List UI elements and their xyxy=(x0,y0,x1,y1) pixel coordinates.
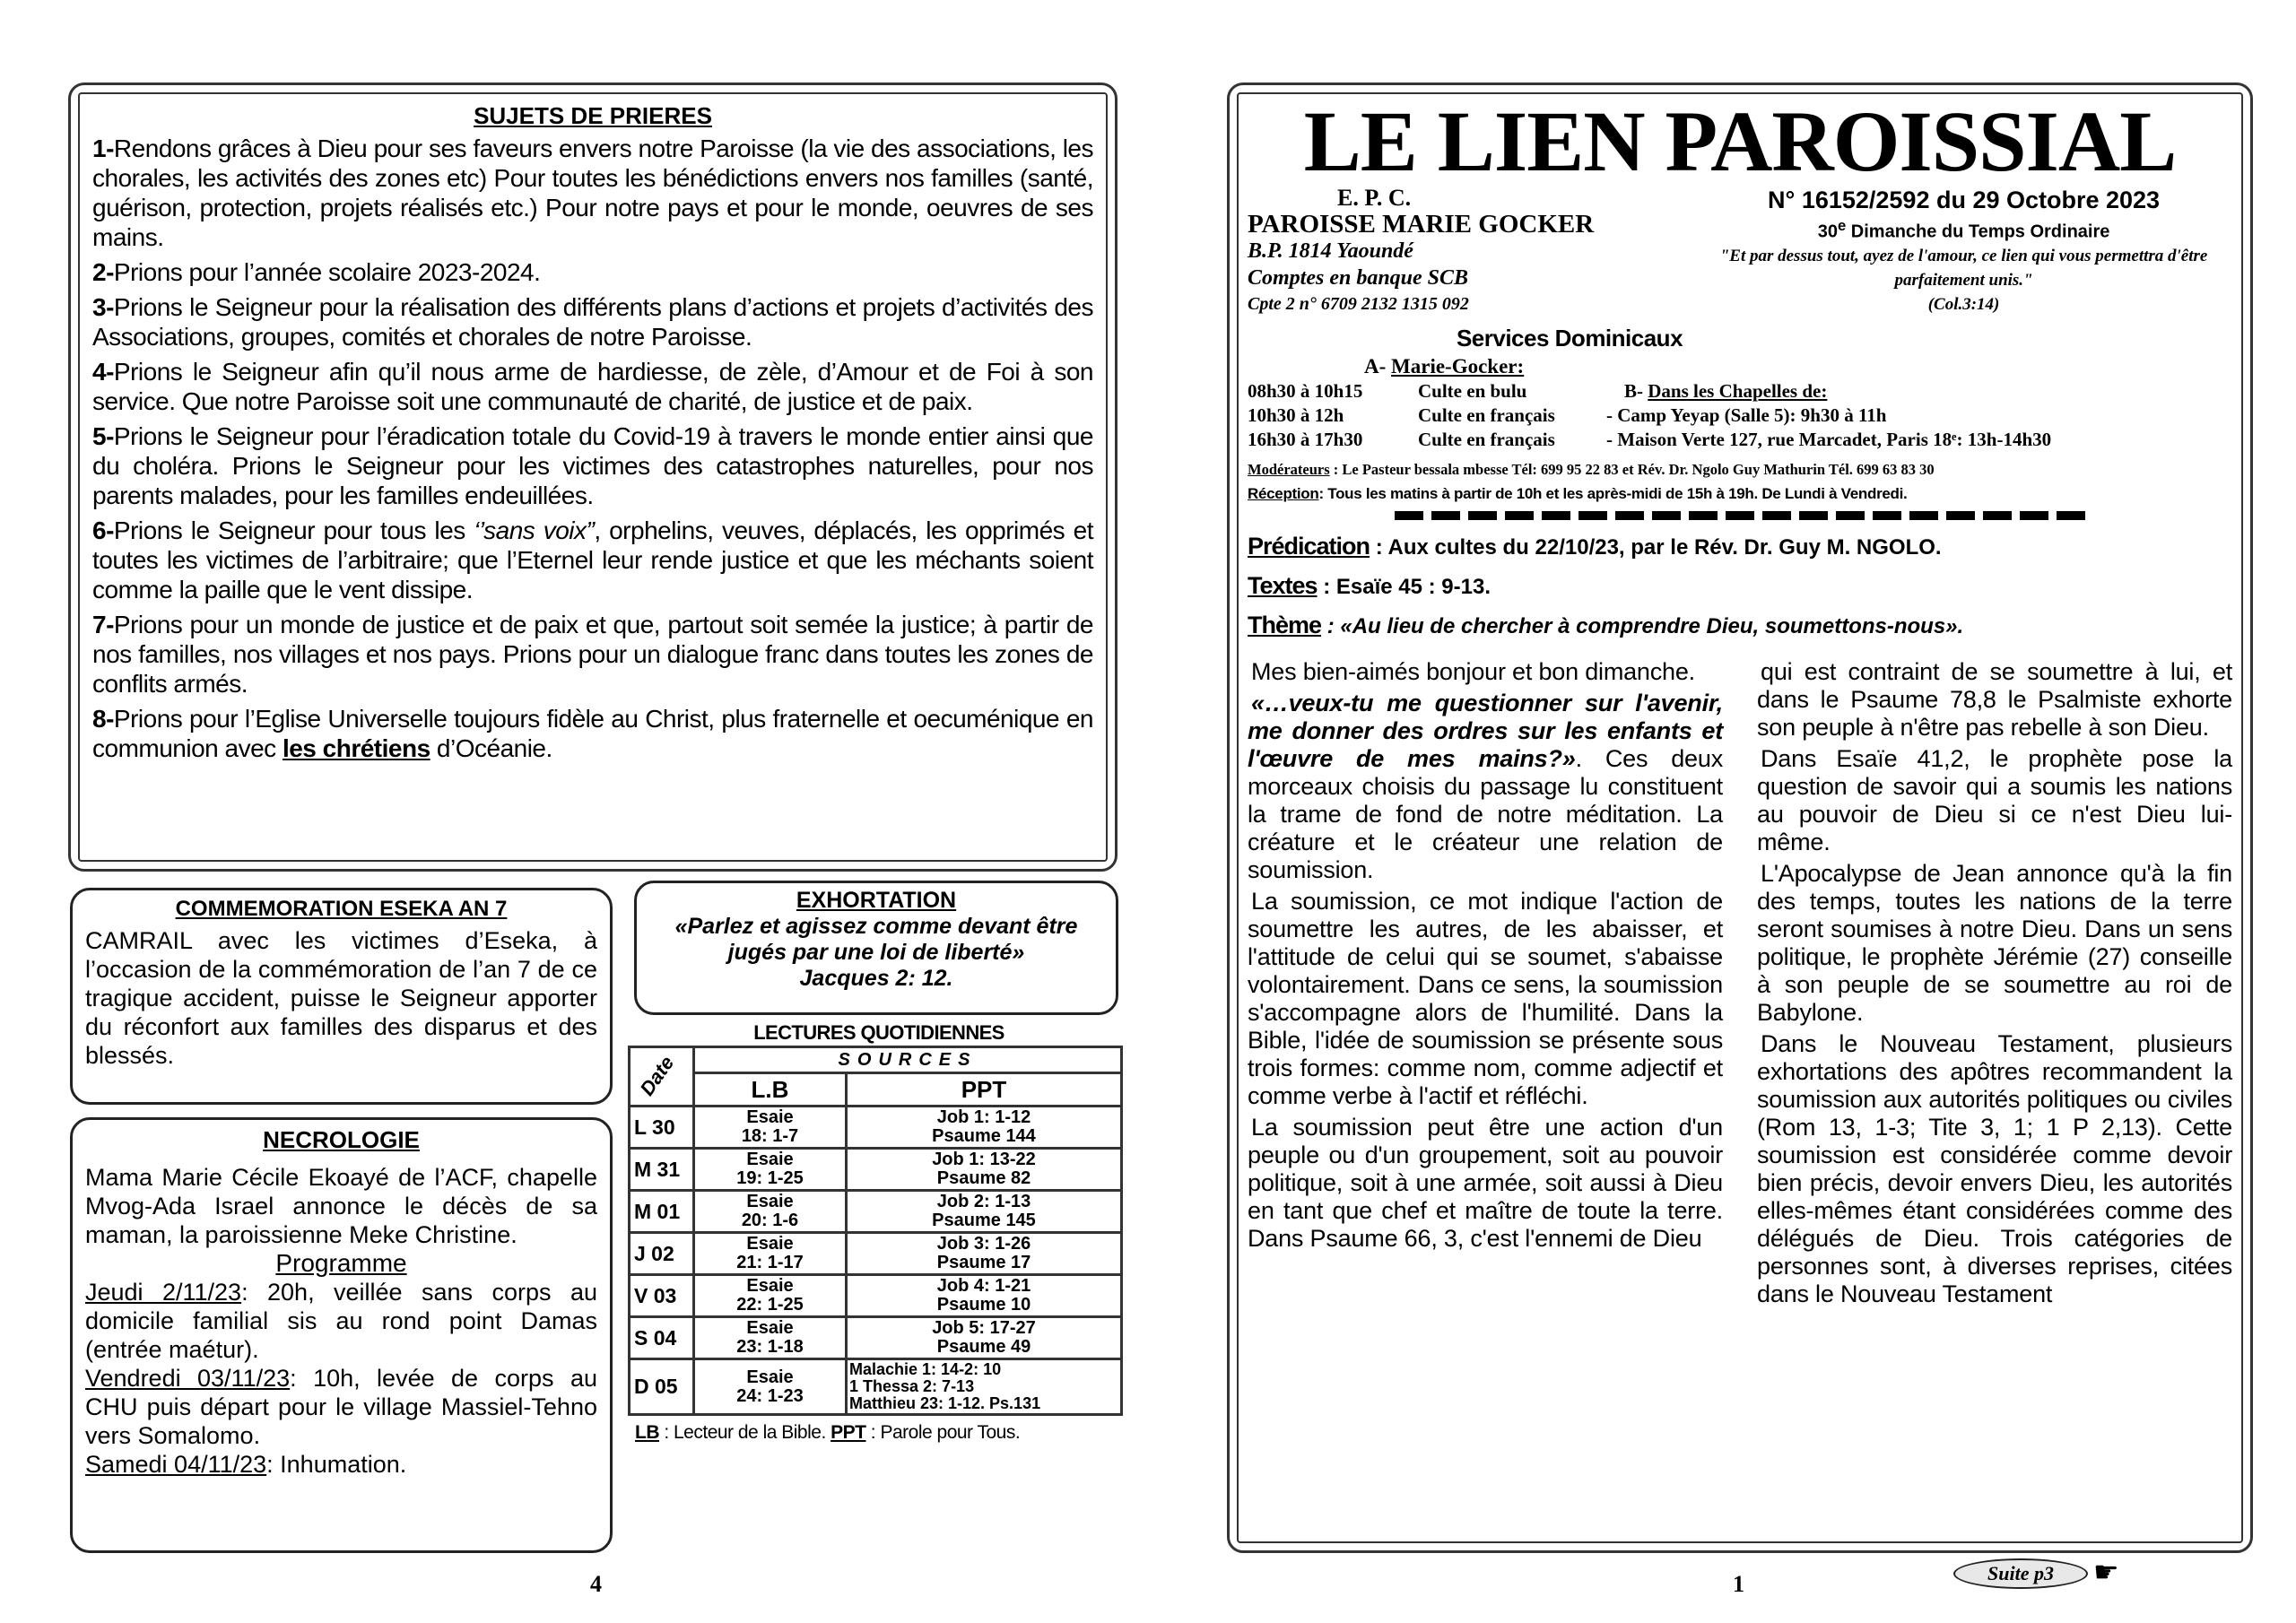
reading-ppt-line: Job 4: 1-21 xyxy=(936,1276,1031,1296)
reading-ppt xyxy=(847,1359,1122,1415)
article-paragraph xyxy=(1757,745,2232,856)
pointing-hand-icon: ☛ xyxy=(2093,1556,2119,1588)
reading-ppt xyxy=(847,1317,1122,1359)
prayer-item xyxy=(92,134,1093,252)
reading-lb-line: Esaie xyxy=(746,1367,794,1387)
reading-lb xyxy=(694,1359,847,1415)
article-paragraph xyxy=(1248,1114,1723,1253)
reading-lb xyxy=(694,1275,847,1317)
paragraph-text: . Ces deux morceaux choisis du passage lu constituent la trame de fond de notre méditation. La créature et le créateur une relation de soumission. xyxy=(1248,745,1723,883)
reading-lb-line: 21: 1-17 xyxy=(736,1253,804,1272)
sunday-text: Dimanche du Temps Ordinaire xyxy=(1846,221,2110,242)
moderators-label: Modérateurs xyxy=(1248,461,1330,478)
reading-lb-line: 22: 1-25 xyxy=(736,1295,804,1315)
prayer-text: Prions le Seigneur pour l’éradication totale du Covid-19 à travers le monde entier ainsi que du choléra. Prions le Seigneur pour les victimes des catastrophes naturelles, pour nos parents malades, pour les familles endeuillées. xyxy=(92,422,1093,509)
exhortation-reference: Jacques 2: 12. xyxy=(799,966,953,991)
prayer-item xyxy=(92,516,1093,604)
services-title: Services Dominicaux xyxy=(1456,325,1683,352)
reading-lb-line: 23: 1-18 xyxy=(736,1337,804,1357)
services-b-prefix: B- xyxy=(1624,380,1648,402)
legend-ppt-text: : Parole pour Tous. xyxy=(865,1422,1021,1443)
paragraph-text: Mes bien-aimés bonjour et bon dimanche. xyxy=(1251,658,1695,685)
theme-label: Thème xyxy=(1248,612,1322,638)
reading-ppt-line: Psaume 10 xyxy=(936,1295,1031,1315)
programme-date: Samedi 04/11/23 xyxy=(85,1451,267,1478)
table-header-row xyxy=(630,1073,1122,1107)
reading-day: M 01 xyxy=(630,1191,694,1233)
ppt-header: PPT xyxy=(847,1073,1122,1107)
church-bank: Comptes en banque SCB xyxy=(1248,266,1469,290)
exhortation-box xyxy=(634,881,1118,1015)
reading-day: S 04 xyxy=(630,1317,694,1359)
reading-day: M 31 xyxy=(630,1149,694,1191)
necrologie-text: Mama Marie Cécile Ekoayé de l’ACF, chapelle Mvog-Ada Israel annonce le décès de sa maman, la paroissienne Meke Christine. xyxy=(85,1164,597,1248)
reading-ppt-line: Job 5: 17-27 xyxy=(932,1318,1036,1338)
reading-lb xyxy=(694,1107,847,1149)
reading-ppt-line: Matthieu 23: 1-12. Ps.131 xyxy=(849,1394,1041,1412)
predication-text: : Aux cultes du 22/10/23, par le Rév. Dr. Guy M. NGOLO. xyxy=(1370,535,1942,560)
legend-lb-abbr: LB xyxy=(635,1422,659,1443)
reading-lb-line: Esaie xyxy=(746,1192,794,1211)
prayers-box xyxy=(68,82,1118,872)
reading-lb xyxy=(694,1233,847,1275)
page-number-right: 1 xyxy=(1733,1571,1744,1597)
reading-ppt xyxy=(847,1149,1122,1191)
service-label: Culte en français xyxy=(1418,429,1555,450)
prayer-text: Prions pour l’année scolaire 2023-2024. xyxy=(113,258,541,286)
legend-ppt-abbr: PPT xyxy=(831,1422,866,1443)
reading-lb-line: 19: 1-25 xyxy=(736,1168,804,1188)
paragraph-quote: «…veux-tu me questionner sur l'avenir, me donner des ordres sur les enfants et l'œuvre de mes mains?» xyxy=(1248,690,1723,772)
paragraph-text: Dans Esaïe 41,2, le prophète pose la question de savoir qui a soumis les nations au pouvoir de Dieu si ce n'est Dieu lui-même. xyxy=(1757,745,2232,855)
reading-day: V 03 xyxy=(630,1275,694,1317)
textes-label: Textes xyxy=(1248,572,1318,599)
prayer-text: Prions le Seigneur pour la réalisation des différents plans d’actions et projets d’activités des Associations, groupes, comités et chorales de notre Paroisse. xyxy=(92,293,1093,351)
front-page-inner xyxy=(1237,92,2243,1543)
table-row xyxy=(630,1107,1122,1149)
prayer-item xyxy=(92,610,1093,699)
prayer-number: 5- xyxy=(92,422,114,450)
moderators xyxy=(1248,457,2232,482)
masthead-title: LE LIEN PAROISSIAL xyxy=(1303,93,2177,189)
sunday-num: 30 xyxy=(1817,221,1838,242)
exhortation-title: EXHORTATION xyxy=(796,888,957,913)
reading-ppt xyxy=(847,1107,1122,1149)
reading-day: J 02 xyxy=(630,1233,694,1275)
commemoration-box xyxy=(70,888,613,1105)
reading-ppt-line: Psaume 145 xyxy=(932,1211,1036,1230)
prayer-number: 6- xyxy=(92,516,114,544)
prayer-number: 1- xyxy=(92,135,114,162)
reading-lb-line: Esaie xyxy=(746,1276,794,1296)
theme-text: : «Au lieu de chercher à comprendre Dieu, soumettons-nous». xyxy=(1321,614,1964,638)
reading-ppt xyxy=(847,1275,1122,1317)
paragraph-text: L'Apocalypse de Jean annonce qu'à la fin des temps, toutes les nations de la terre seront soumises à notre Dieu. Dans un sens politique, le prophète Jérémie (27) conseille à son peuple de se soumettre au roi de Babylone. xyxy=(1757,860,2232,1026)
reading-ppt xyxy=(847,1233,1122,1275)
reading-lb-line: Esaie xyxy=(746,1234,794,1254)
service-row xyxy=(1248,379,2232,404)
date-header xyxy=(630,1047,694,1107)
reading-lb xyxy=(694,1149,847,1191)
lb-header: L.B xyxy=(694,1073,847,1107)
service-label: Culte en bulu xyxy=(1418,380,1527,402)
prayer-text: , orphelins, veuves, déplacés, les opprimés et toutes les victimes de l’arbitraire; que l’Eternel leur rende justice et que les méchants soient comme la paille que le vent dissipe. xyxy=(92,516,1093,603)
prayer-text: Prions pour l’Eglise Universelle toujours fidèle au Christ, plus fraternelle et oecuménique en communion avec xyxy=(92,705,1093,762)
commemoration-text: CAMRAIL avec les victimes d’Eseka, à l’occasion de la commémoration de l’an 7 de ce tragique accident, puisse le Seigneur apporter du réconfort aux familles des disparus et des blessés. xyxy=(85,927,597,1069)
prayer-text: Prions le Seigneur pour tous les xyxy=(113,516,474,544)
reading-ppt-line: 1 Thessa 2: 7-13 xyxy=(849,1377,975,1395)
prayer-item xyxy=(92,292,1093,352)
reading-lb-line: Esaie xyxy=(746,1150,794,1169)
prayers-title: SUJETS DE PRIERES xyxy=(474,102,712,129)
article-column-1 xyxy=(1248,658,1723,1312)
front-page-box xyxy=(1227,82,2253,1553)
services-b-heading xyxy=(1606,379,2232,404)
reading-ppt-line: Job 1: 13-22 xyxy=(932,1150,1036,1169)
sunday-sup: e xyxy=(1837,217,1847,234)
lectures-body xyxy=(630,1107,1122,1415)
reading-ppt-line: Psaume 82 xyxy=(936,1168,1031,1188)
issue-info xyxy=(1695,186,2232,317)
reception-text: : Tous les matins à partir de 10h et les après-midi de 15h à 19h. De Lundi à Vendredi. xyxy=(1318,485,1908,502)
necrologie-box xyxy=(70,1117,613,1553)
reading-lb-line: 24: 1-23 xyxy=(736,1385,804,1406)
article-paragraph xyxy=(1248,658,1723,686)
reading-ppt-line: Job 1: 1-12 xyxy=(936,1107,1031,1127)
service-time: 08h30 à 10h15 xyxy=(1248,380,1363,402)
lectures-table xyxy=(628,1046,1123,1416)
prayer-number: 7- xyxy=(92,611,114,638)
church-bp: B.P. 1814 Yaoundé xyxy=(1248,239,1413,263)
service-row xyxy=(1248,404,2232,428)
prayer-item xyxy=(92,257,1093,287)
prayer-number: 4- xyxy=(92,358,114,386)
issue-verse: "Et par dessus tout, ayez de l'amour, ce lien qui vous permettra d'être parfaitement unis." xyxy=(1719,246,2208,290)
services-a-title: Marie-Gocker: xyxy=(1391,355,1525,378)
reading-ppt-line: Psaume 144 xyxy=(932,1126,1036,1146)
programme-item xyxy=(85,1450,597,1479)
services-a-prefix: A- xyxy=(1364,355,1392,378)
prayer-text: Rendons grâces à Dieu pour ses faveurs envers notre Paroisse (la vie des associations, les chorales, les activités des zones etc) Pour toutes les bénédictions envers nos familles (santé, guérison, protection, projets réalisés etc.) Pour notre pays et pour le monde, oeuvres de ses mains. xyxy=(92,135,1093,251)
predication-label: Prédication xyxy=(1248,533,1370,560)
commemoration-title: COMMEMORATION ESEKA AN 7 xyxy=(175,897,508,921)
paragraph-text: Dans le Nouveau Testament, plusieurs exhortations des apôtres recommandent la soumission aux autorités politiques ou civiles (Rom 13, 1-3; Tite 3, 1; 1 P 2,13). Cette soumission est considérée comme devoir bien précis, devoir envers Dieu, les autorités elles-mêmes étant considérées comme des délégués de Dieu. Trois catégories de personnes sont, à diverses reprises, citées dans le Nouveau Testament xyxy=(1757,1030,2232,1307)
moderators-text: : Le Pasteur bessala mbesse Tél: 699 95 22 83 et Rév. Dr. Ngolo Guy Mathurin Tél. 699 63 83 30 xyxy=(1329,461,1935,478)
lectures-section xyxy=(628,1020,1130,1445)
article-paragraph xyxy=(1757,860,2232,1027)
table-header-row xyxy=(630,1047,1122,1073)
table-row xyxy=(630,1359,1122,1415)
date-header-label: Date xyxy=(635,1052,679,1100)
programme-item xyxy=(85,1364,597,1450)
programme-text: : 20h, veillée sans corps au domicile familial sis au rond point Damas (entrée maétur). xyxy=(85,1279,597,1363)
prayer-number: 3- xyxy=(92,293,114,321)
programme-item xyxy=(85,1278,597,1364)
service-row xyxy=(1248,428,2232,452)
table-row xyxy=(630,1149,1122,1191)
reading-lb-line: 20: 1-6 xyxy=(741,1211,799,1230)
prayer-text-bold: les chrétiens xyxy=(282,734,430,762)
reading-ppt-line: Psaume 49 xyxy=(936,1337,1031,1357)
article-paragraph xyxy=(1757,1030,2232,1308)
reading-lb-line: Esaie xyxy=(746,1318,794,1338)
necrologie-title: NECROLOGIE xyxy=(263,1126,420,1153)
sermon-info xyxy=(1248,527,2232,646)
prayer-item xyxy=(92,421,1093,510)
textes-text: : Esaïe 45 : 9-13. xyxy=(1317,575,1491,599)
paragraph-text: La soumission peut être une action d'un peuple ou d'un groupement, soit au pouvoir politique, soit à une armée, soit aussi à Dieu en tant que chef et maître de toute la terre. Dans Psaume 66, 3, c'est l'ennemi de Dieu xyxy=(1248,1114,1723,1252)
table-row xyxy=(630,1317,1122,1359)
prayer-text: d’Océanie. xyxy=(430,734,552,762)
programme-date: Jeudi 2/11/23 xyxy=(85,1279,242,1306)
article-paragraph xyxy=(1248,690,1723,884)
programme-text: : Inhumation. xyxy=(266,1451,407,1478)
article-columns xyxy=(1248,658,2232,1312)
paragraph-text: La soumission, ce mot indique l'action de soumettre les autres, de les abaisser, et l'attitude de celui qui se soumet, s'abaisse volontairement. Dans ce sens, la soumission s'accompagne alors de l'humilité. Dans la Bible, l'idée de soumission se présente sous trois formes: comme nom, comme adjectif et comme verbe à l'actif et réfléchi. xyxy=(1248,888,1723,1109)
prayers-inner xyxy=(78,92,1108,862)
prayer-item xyxy=(92,704,1093,763)
textes-line xyxy=(1248,567,2232,606)
issue-sunday xyxy=(1695,214,2232,244)
exhortation-quote: «Parlez et agissez comme devant être jugés par une loi de liberté» xyxy=(674,914,1078,965)
reading-ppt-line: Job 3: 1-26 xyxy=(936,1234,1031,1254)
legend-lb-text: : Lecteur de la Bible. xyxy=(659,1422,831,1443)
prayer-number: 8- xyxy=(92,705,114,733)
prayer-number: 2- xyxy=(92,258,114,286)
article-column-2 xyxy=(1757,658,2232,1312)
reading-ppt-line: Job 2: 1-13 xyxy=(936,1192,1031,1211)
chapel-service: - Camp Yeyap (Salle 5): 9h30 à 11h xyxy=(1606,404,1887,426)
continued-button[interactable]: Suite p3 xyxy=(1953,1558,2088,1589)
church-info xyxy=(1248,186,1695,317)
service-time: 10h30 à 12h xyxy=(1248,404,1344,426)
article-paragraph xyxy=(1248,888,1723,1110)
service-time: 16h30 à 17h30 xyxy=(1248,429,1363,450)
programme-date: Vendredi 03/11/23 xyxy=(85,1365,291,1392)
prayer-item xyxy=(92,357,1093,416)
programme-text: : 10h, levée de corps au CHU puis départ pour le village Massiel-Tehno vers Somalomo. xyxy=(85,1365,597,1449)
reading-lb xyxy=(694,1191,847,1233)
lectures-title: LECTURES QUOTIDIENNES xyxy=(753,1021,1004,1044)
predication-line xyxy=(1248,527,2232,567)
theme-line xyxy=(1248,606,2232,646)
paragraph-text: qui est contraint de se soumettre à lui, et dans le Psaume 78,8 le Psalmiste exhorte son peuple à n'être pas rebelle à son Dieu. xyxy=(1757,658,2232,741)
reading-day: L 30 xyxy=(630,1107,694,1149)
table-row xyxy=(630,1233,1122,1275)
reading-lb xyxy=(694,1317,847,1359)
prayer-text: Prions le Seigneur afin qu’il nous arme de hardiesse, de zèle, d’Amour et de Foi à son service. Que notre Paroisse soit une communauté de charité, de justice et de paix. xyxy=(92,358,1093,415)
reading-ppt-line: Malachie 1: 14-2: 10 xyxy=(849,1360,1002,1378)
prayer-text: Prions pour un monde de justice et de paix et que, partout soit semée la justice; à partir de nos familles, nos villages et nos pays. Prions pour un dialogue franc dans toutes les zones de conflits armés. xyxy=(92,611,1093,698)
services-schedule xyxy=(1248,354,2232,452)
reading-ppt-line: Psaume 17 xyxy=(936,1253,1031,1272)
church-name: PAROISSE MARIE GOCKER xyxy=(1248,210,1595,239)
church-epc: E. P. C. xyxy=(1337,185,1412,211)
dashed-divider xyxy=(1248,511,2232,520)
issue-verse-ref: (Col.3:14) xyxy=(1927,294,2000,314)
lectures-legend xyxy=(628,1421,1130,1445)
reading-lb-line: Esaie xyxy=(746,1107,794,1127)
sources-header: SOURCES xyxy=(694,1047,1122,1073)
chapel-service: - Maison Verte 127, rue Marcadet, Paris 18ᵉ: 13h-14h30 xyxy=(1606,429,2052,450)
prayer-text-italic: ‘’sans voix” xyxy=(474,516,595,544)
reception-label: Réception xyxy=(1248,485,1319,502)
issue-number: N° 16152/2592 du 29 Octobre 2023 xyxy=(1768,187,2161,213)
service-label: Culte en français xyxy=(1418,404,1555,426)
page-number-left: 4 xyxy=(590,1571,602,1597)
church-account: Cpte 2 n° 6709 2132 1315 092 xyxy=(1248,294,1469,314)
services-b-title: Dans les Chapelles de: xyxy=(1648,380,1828,402)
services-a-heading xyxy=(1248,354,2232,379)
article-paragraph xyxy=(1757,658,2232,742)
table-row xyxy=(630,1191,1122,1233)
reading-lb-line: 18: 1-7 xyxy=(741,1126,799,1146)
programme-title: Programme xyxy=(275,1249,407,1277)
header-info xyxy=(1248,186,2232,322)
reading-day: D 05 xyxy=(630,1359,694,1415)
reading-ppt xyxy=(847,1191,1122,1233)
reception xyxy=(1248,482,2232,506)
table-row xyxy=(630,1275,1122,1317)
